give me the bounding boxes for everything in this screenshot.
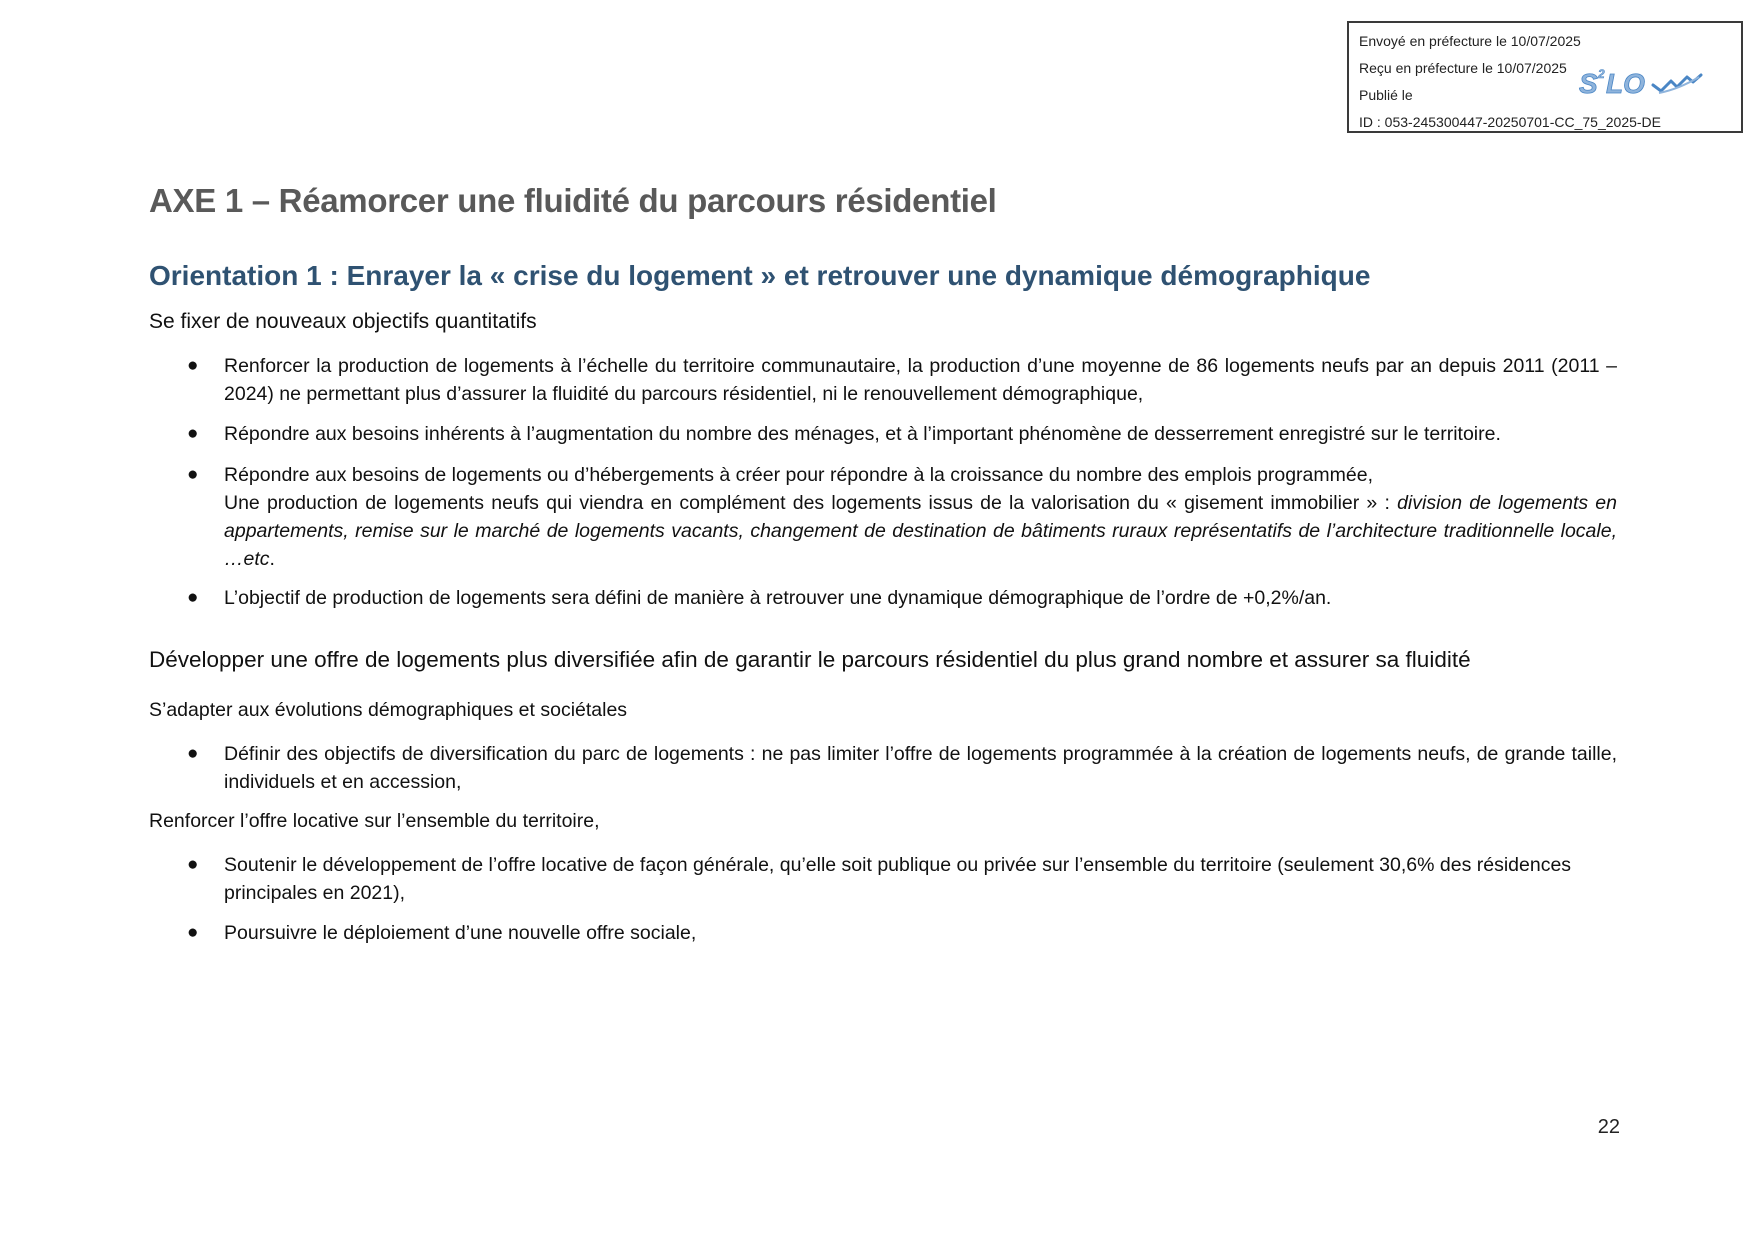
subsection-heading-offre-locative: Renforcer l’offre locative sur l’ensemble du territoire, [149,810,600,832]
svg-text:2: 2 [1598,67,1605,81]
bullet-dot-icon: ● [187,854,199,875]
section-heading-objectifs: Se fixer de nouveaux objectifs quantitatifs [149,310,537,333]
stamp-published: Publié le [1359,87,1413,103]
page-number: 22 [1597,1116,1620,1138]
svg-text:LO: LO [1606,68,1645,99]
orientation-title: Orientation 1 : Enrayer la « crise du logement » et retrouver une dynamique démographique [149,260,1371,291]
bullet-dot-icon: ● [187,355,199,376]
list-item: L’objectif de production de logements sera défini de manière à retrouver une dynamique démographique de l’ordre de +0,2%/an. [224,587,1332,609]
continuation-end: . [269,548,275,570]
axe-title: AXE 1 – Réamorcer une fluidité du parcours résidentiel [149,182,997,219]
list-item: Renforcer la production de logements à l’échelle du territoire communautaire, la production d’une moyenne de 86 logements neufs par an depuis 2011 (2011 – 2024) ne permettant plus d’assurer la fluidité du parcours résidentiel, ni le renouvellement démographique, [224,355,1617,405]
bullet-dot-icon: ● [187,423,199,444]
continuation-italic: division de logements en appartements, remise sur le marché de logements vacants, changement de destination de bâtiments ruraux représentatifs de l’architecture traditionnelle locale, …etc [224,492,1617,570]
list-item [224,461,1617,573]
list-item-text: Répondre aux besoins de logements ou d’hébergements à créer pour répondre à la croissance du nombre des emplois programmée, [224,464,1373,486]
document-body [149,180,1617,944]
stamp-received-date: Reçu en préfecture le 10/07/2025 [1359,60,1567,76]
continuation-plain: Une production de logements neufs qui viendra en complément des logements issus de la valorisation du « gisement immobilier » : [224,492,1398,514]
list-item: Poursuivre le déploiement d’une nouvelle offre sociale, [224,922,697,944]
bullet-dot-icon: ● [187,743,199,764]
list-item-continuation [224,489,1617,573]
bullet-dot-icon: ● [187,922,199,943]
subsection-heading-evolutions: S’adapter aux évolutions démographiques et sociétales [149,699,628,721]
list-item: Définir des objectifs de diversification du parc de logements : ne pas limiter l’offre de logements programmée à la création de logements neufs, de grande taille, individuels et en accession, [224,743,1617,793]
list-item: Soutenir le développement de l’offre locative de façon générale, qu’elle soit publique ou privée sur l’ensemble du territoire (seulement 30,6% des résidences principales en 2021), [224,854,1572,904]
section-heading-offre-diversifiee: Développer une offre de logements plus diversifiée afin de garantir le parcours résidentiel du plus grand nombre et assurer sa fluidité [149,647,1471,672]
stamp-id: ID : 053-245300447-20250701-CC_75_2025-DE [1359,114,1661,130]
s2lo-logo-icon [1575,63,1715,103]
svg-text:S: S [1579,68,1598,99]
stamp-sent-date: Envoyé en préfecture le 10/07/2025 [1359,33,1581,49]
list-item: Répondre aux besoins inhérents à l’augmentation du nombre des ménages, et à l’important phénomène de desserrement enregistré sur le territoire. [224,423,1501,445]
bullet-dot-icon: ● [187,464,199,485]
prefecture-stamp [1347,21,1743,133]
bullet-dot-icon: ● [187,587,199,608]
